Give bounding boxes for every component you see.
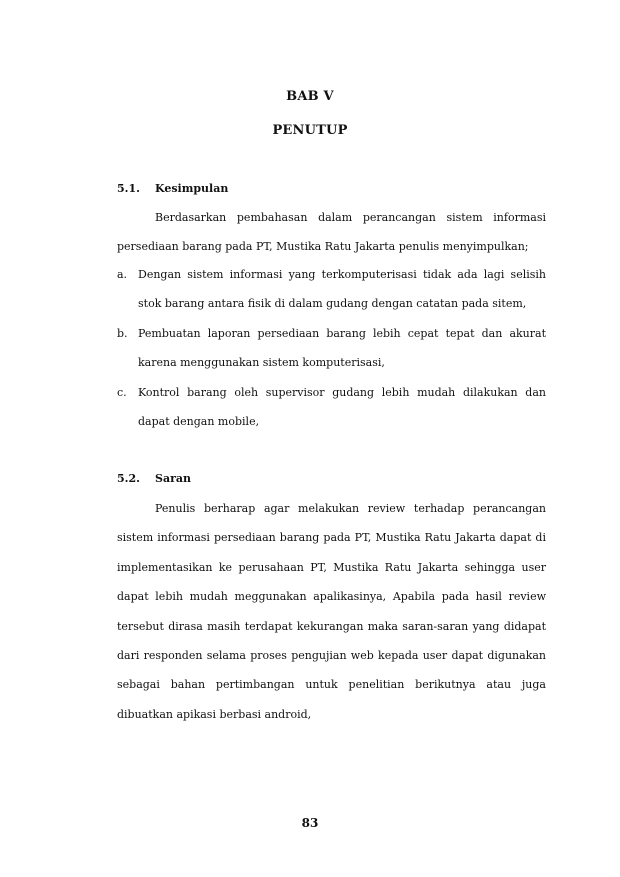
section-heading-saran: [117, 472, 191, 485]
page-number: 83: [301, 816, 319, 830]
list-item: [117, 378, 546, 437]
list-item-text: Dengan sistem informasi yang terkomputerisasi tidak ada lagi selisih stok barang antara fisik di dalam gudang dengan catatan pada sitem,: [138, 268, 546, 311]
section-heading-kesimpulan: [117, 182, 228, 195]
list-marker: b.: [117, 326, 128, 340]
list-marker: a.: [117, 268, 128, 281]
suggestion-paragraph: Penulis berharap agar melakukan review terhadap perancangan sistem informasi persediaan barang pada PT, Mustika Ratu Jakarta dapat di implementasikan ke perusahaan PT, Mustika Ratu Jakarta sehingga user dapat lebih mudah meggunakan apalikasinya, Apabila pada hasil review tersebut dirasa masih terdapat kekurangan maka saran-saran yang didapat dari responden selama proses pengujian web kepada user dapat digunakan sebagai bahan pertimbangan untuk penelitian berikutnya atau juga dibuatkan apikasi berbasi android,: [117, 502, 546, 721]
list-item: [117, 260, 546, 319]
list-marker: c.: [117, 385, 127, 399]
list-item-text: Pembuatan laporan persediaan barang lebih cepat tepat dan akurat karena menggunakan sistem komputerisasi,: [138, 326, 546, 370]
list-item-text: Kontrol barang oleh supervisor gudang lebih mudah dilakukan dan dapat dengan mobile,: [138, 385, 546, 429]
conclusion-list: [117, 260, 546, 436]
section-title: Kesimpulan: [155, 182, 229, 195]
list-item: [117, 319, 546, 378]
section-number: 5.2.: [117, 472, 140, 485]
conclusion-intro-paragraph: Berdasarkan pembahasan dalam perancangan sistem informasi persediaan barang pada PT, Mustika Ratu Jakarta penulis menyimpulkan;: [117, 211, 546, 254]
chapter-title: PENUTUP: [272, 123, 348, 138]
section-number: 5.1.: [117, 182, 140, 195]
section-title: Saran: [155, 472, 191, 485]
chapter-label: BAB V: [286, 89, 334, 104]
